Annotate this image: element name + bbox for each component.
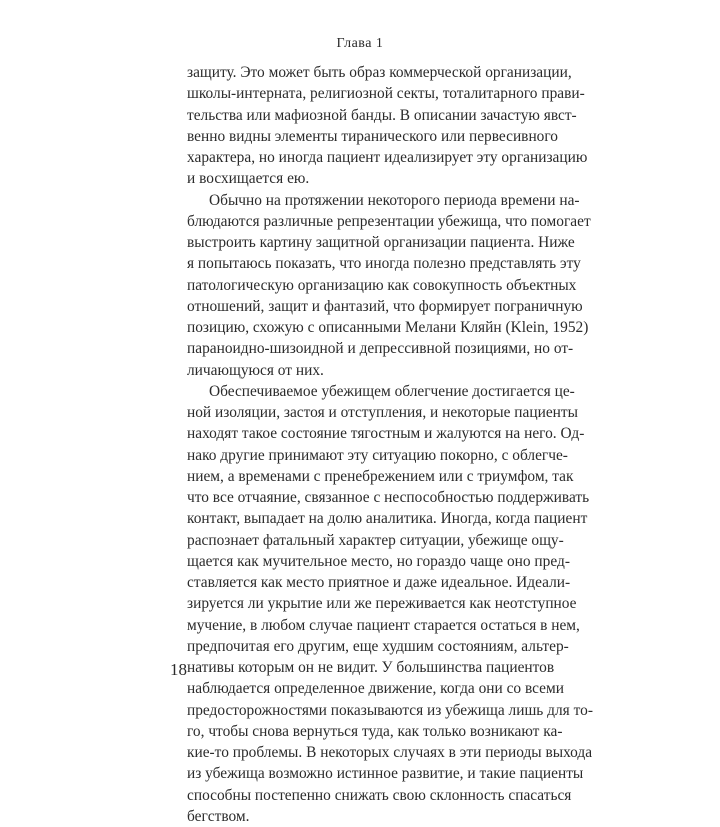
text-line: предосторожностями показываются из убежища лишь для то- bbox=[187, 701, 593, 719]
text-line: Обеспечиваемое убежищем облегчение достигается це- bbox=[209, 382, 575, 400]
text-line: нако другие принимают эту ситуацию покорно, с облегче- bbox=[187, 446, 568, 464]
text-line: наблюдается определенное движение, когда они со всеми bbox=[187, 680, 564, 698]
paragraph bbox=[187, 381, 593, 827]
text-line: характера, но иногда пациент идеализирует эту организацию bbox=[187, 149, 588, 166]
text-line: позицию, схожую с описанными Мелани Кляйн (Klein, 1952) bbox=[187, 319, 589, 336]
text-line: параноидно-шизоидной и депрессивной позициями, но от- bbox=[187, 340, 574, 358]
text-line: личающуюся от них. bbox=[187, 361, 324, 379]
text-line: бегством. bbox=[187, 807, 250, 825]
paragraph bbox=[187, 190, 591, 381]
page-number: 18 bbox=[170, 660, 187, 679]
text-line: щается как мучительное место, но гораздо чаще оно пред- bbox=[187, 552, 570, 570]
text-line: контакт, выпадает на долю аналитика. Иногда, когда пациент bbox=[187, 510, 588, 528]
text-line: нием, а временами с пренебрежением или с триумфом, так bbox=[187, 467, 574, 485]
text-line: из убежища возможно истинное развитие, и такие пациенты bbox=[187, 765, 584, 783]
text-line: находят такое состояние тягостным и жалуются на него. Од- bbox=[187, 425, 585, 443]
text-line: тельства или мафиозной банды. В описании зачастую явст- bbox=[187, 106, 577, 124]
text-line: зируется ли укрытие или же переживается как неотступное bbox=[187, 595, 577, 613]
text-line: я попытаюсь показать, что иногда полезно представлять эту bbox=[187, 255, 581, 273]
text-line: венно видны элементы тиранического или первесивного bbox=[187, 127, 558, 145]
text-line: школы-интерната, религиозной секты, тоталитарного прави- bbox=[187, 85, 585, 103]
body-text bbox=[187, 62, 593, 827]
running-head: Глава 1 bbox=[336, 36, 384, 51]
text-line: нативы которым он не видит. У большинства пациентов bbox=[187, 659, 555, 676]
paragraph bbox=[187, 62, 588, 190]
text-line: способны постепенно снижать свою склонность спасаться bbox=[187, 786, 572, 804]
text-line: защиту. Это может быть образ коммерческой организации, bbox=[187, 64, 572, 81]
text-line: кие-то проблемы. В некоторых случаях в эти периоды выхода bbox=[187, 744, 593, 761]
text-line: что все отчаяние, связанное с неспособностью поддерживать bbox=[187, 489, 590, 506]
text-line: го, чтобы снова вернуться туда, как только возникают ка- bbox=[187, 722, 563, 740]
text-line: отношений, защит и фантазий, что формирует пограничную bbox=[187, 297, 583, 315]
text-line: Обычно на протяжении некоторого периода времени на- bbox=[209, 191, 580, 209]
text-line: патологическую организацию как совокупность объектных bbox=[187, 276, 577, 294]
text-line: и восхищается ею. bbox=[187, 170, 310, 188]
text-line: выстроить картину защитной организации пациента. Ниже bbox=[187, 234, 575, 251]
text-line: мучение, в любом случае пациент старается остаться в нем, bbox=[187, 616, 580, 634]
text-line: блюдаются различные репрезентации убежища, что помогает bbox=[187, 212, 591, 230]
text-line: распознает фатальный характер ситуации, убежище ощу- bbox=[187, 531, 564, 549]
text-line: предпочитая его другим, еще худшим состояниям, альтер- bbox=[187, 637, 569, 655]
text-line: ставляется как место приятное и даже идеальное. Идеали- bbox=[187, 574, 571, 591]
text-line: ной изоляции, застоя и отступления, и некоторые пациенты bbox=[187, 404, 578, 421]
